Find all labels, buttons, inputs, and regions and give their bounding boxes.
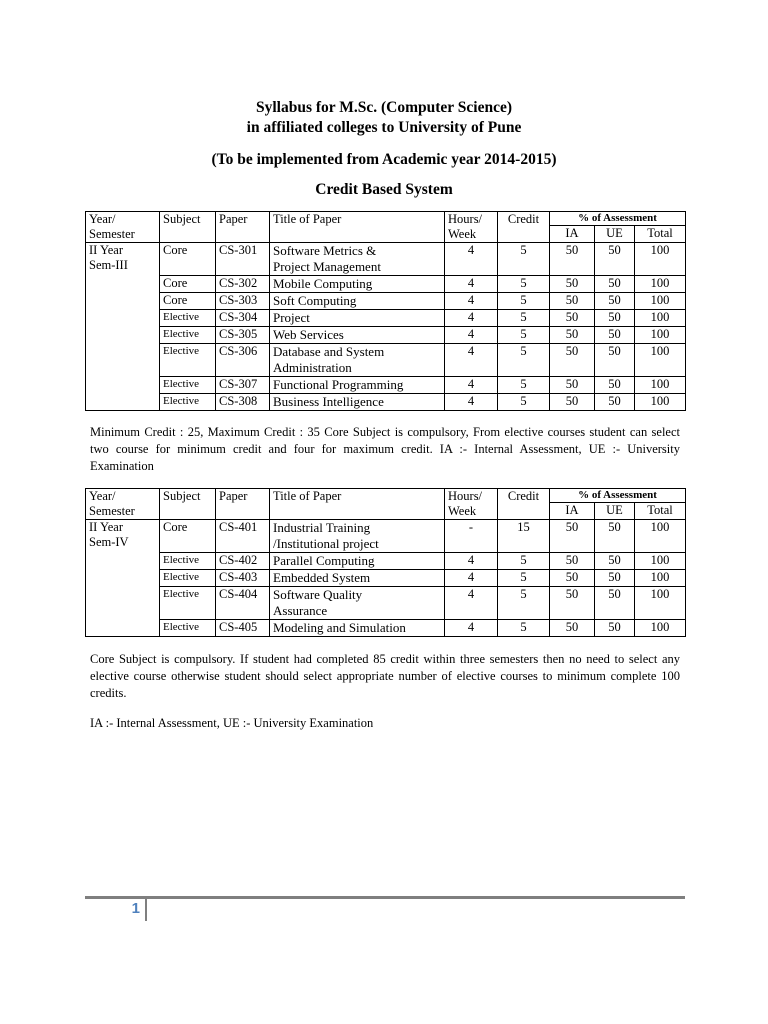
title-cell: Embedded System xyxy=(270,570,445,587)
col-title: Title of Paper xyxy=(270,489,445,520)
col-total: Total xyxy=(635,503,686,520)
abbreviation-note: IA :- Internal Assessment, UE :- University Examination xyxy=(90,716,374,730)
col-paper: Paper xyxy=(216,489,270,520)
table-row xyxy=(86,276,686,293)
total-cell: 100 xyxy=(635,327,686,344)
hours-cell: - xyxy=(445,520,498,553)
year-semester-cell: II Year Sem-IV xyxy=(86,520,160,637)
credit-cell: 5 xyxy=(498,394,550,411)
hours-cell: 4 xyxy=(445,243,498,276)
credit-cell: 5 xyxy=(498,620,550,637)
ue-cell: 50 xyxy=(595,310,635,327)
subject-cell: Elective xyxy=(160,344,216,377)
paper-cell: CS-405 xyxy=(216,620,270,637)
credit-cell: 5 xyxy=(498,327,550,344)
ue-cell: 50 xyxy=(595,327,635,344)
table-row xyxy=(86,310,686,327)
total-cell: 100 xyxy=(635,310,686,327)
subject-cell: Elective xyxy=(160,394,216,411)
paper-cell: CS-305 xyxy=(216,327,270,344)
total-cell: 100 xyxy=(635,587,686,620)
ia-cell: 50 xyxy=(550,587,595,620)
total-cell: 100 xyxy=(635,344,686,377)
ia-cell: 50 xyxy=(550,520,595,553)
ia-cell: 50 xyxy=(550,310,595,327)
total-cell: 100 xyxy=(635,276,686,293)
subject-cell: Elective xyxy=(160,327,216,344)
title-cell: Project xyxy=(270,310,445,327)
footer-divider xyxy=(145,899,147,921)
ue-cell: 50 xyxy=(595,570,635,587)
col-assessment: % of Assessment xyxy=(550,489,686,503)
title-cell: Industrial Training /Institutional project xyxy=(270,520,445,553)
hours-cell: 4 xyxy=(445,276,498,293)
hours-cell: 4 xyxy=(445,327,498,344)
credit-cell: 5 xyxy=(498,553,550,570)
table-row xyxy=(86,293,686,310)
ue-cell: 50 xyxy=(595,243,635,276)
col-ia: IA xyxy=(550,226,595,243)
ue-cell: 50 xyxy=(595,344,635,377)
table-row xyxy=(86,553,686,570)
title-cell: Functional Programming xyxy=(270,377,445,394)
hours-cell: 4 xyxy=(445,310,498,327)
ue-cell: 50 xyxy=(595,587,635,620)
title-cell: Modeling and Simulation xyxy=(270,620,445,637)
page-number: 1 xyxy=(131,900,140,917)
col-assessment: % of Assessment xyxy=(550,212,686,226)
credit-note-2: Core Subject is compulsory. If student had completed 85 credit within three semesters then no need to select any elective course otherwise student should select appropriate number of elective courses to minimum complete 100 credits. xyxy=(90,652,680,700)
credit-cell: 5 xyxy=(498,377,550,394)
title-cell: Web Services xyxy=(270,327,445,344)
subject-cell: Elective xyxy=(160,620,216,637)
ia-cell: 50 xyxy=(550,620,595,637)
table-header-row xyxy=(86,212,686,226)
table-row xyxy=(86,587,686,620)
ia-cell: 50 xyxy=(550,377,595,394)
total-cell: 100 xyxy=(635,293,686,310)
subject-cell: Core xyxy=(160,276,216,293)
hours-cell: 4 xyxy=(445,394,498,411)
col-subject: Subject xyxy=(160,212,216,243)
hours-cell: 4 xyxy=(445,293,498,310)
credit-cell: 5 xyxy=(498,293,550,310)
footer-rule xyxy=(85,896,685,899)
col-year-semester: Year/ Semester xyxy=(86,489,160,520)
total-cell: 100 xyxy=(635,570,686,587)
col-paper: Paper xyxy=(216,212,270,243)
ia-cell: 50 xyxy=(550,570,595,587)
title-cell: Mobile Computing xyxy=(270,276,445,293)
title-cell: Business Intelligence xyxy=(270,394,445,411)
year-semester-cell: II Year Sem-III xyxy=(86,243,160,411)
credit-cell: 5 xyxy=(498,570,550,587)
hours-cell: 4 xyxy=(445,377,498,394)
col-ia: IA xyxy=(550,503,595,520)
ue-cell: 50 xyxy=(595,293,635,310)
total-cell: 100 xyxy=(635,377,686,394)
ue-cell: 50 xyxy=(595,377,635,394)
col-ue: UE xyxy=(595,503,635,520)
subject-cell: Core xyxy=(160,520,216,553)
ia-cell: 50 xyxy=(550,243,595,276)
title-cell: Parallel Computing xyxy=(270,553,445,570)
total-cell: 100 xyxy=(635,243,686,276)
subject-cell: Elective xyxy=(160,587,216,620)
paper-cell: CS-403 xyxy=(216,570,270,587)
title-line-1: Syllabus for M.Sc. (Computer Science) xyxy=(255,99,513,116)
hours-cell: 4 xyxy=(445,553,498,570)
title-cell: Soft Computing xyxy=(270,293,445,310)
title-line-2: in affiliated colleges to University of Pune xyxy=(246,119,522,136)
credit-cell: 5 xyxy=(498,243,550,276)
ia-cell: 50 xyxy=(550,293,595,310)
subject-cell: Elective xyxy=(160,570,216,587)
table-row xyxy=(86,520,686,553)
ue-cell: 50 xyxy=(595,276,635,293)
table-row xyxy=(86,377,686,394)
hours-cell: 4 xyxy=(445,570,498,587)
col-hours: Hours/ Week xyxy=(445,212,498,243)
ia-cell: 50 xyxy=(550,394,595,411)
ia-cell: 50 xyxy=(550,553,595,570)
title-cell: Database and System Administration xyxy=(270,344,445,377)
ue-cell: 50 xyxy=(595,520,635,553)
total-cell: 100 xyxy=(635,520,686,553)
subject-cell: Core xyxy=(160,243,216,276)
table-row xyxy=(86,327,686,344)
ia-cell: 50 xyxy=(550,327,595,344)
credit-cell: 5 xyxy=(498,587,550,620)
col-credit: Credit xyxy=(498,489,550,520)
table-row xyxy=(86,243,686,276)
syllabus-table-sem-3 xyxy=(85,211,686,411)
table-row xyxy=(86,344,686,377)
total-cell: 100 xyxy=(635,553,686,570)
ue-cell: 50 xyxy=(595,620,635,637)
col-total: Total xyxy=(635,226,686,243)
total-cell: 100 xyxy=(635,394,686,411)
paper-cell: CS-302 xyxy=(216,276,270,293)
col-title: Title of Paper xyxy=(270,212,445,243)
hours-cell: 4 xyxy=(445,587,498,620)
title-line-4: Credit Based System xyxy=(315,181,453,198)
title-cell: Software Metrics & Project Management xyxy=(270,243,445,276)
credit-cell: 5 xyxy=(498,310,550,327)
col-hours: Hours/ Week xyxy=(445,489,498,520)
col-credit: Credit xyxy=(498,212,550,243)
paper-cell: CS-401 xyxy=(216,520,270,553)
paper-cell: CS-308 xyxy=(216,394,270,411)
table-row xyxy=(86,620,686,637)
paper-cell: CS-304 xyxy=(216,310,270,327)
credit-cell: 5 xyxy=(498,276,550,293)
credit-cell: 5 xyxy=(498,344,550,377)
credit-note-1: Minimum Credit : 25, Maximum Credit : 35 Core Subject is compulsory, From elective courses student can select two course for minimum credit and four for maximum credit. IA :- Internal Assessment, UE :- University Examination xyxy=(90,425,680,473)
subject-cell: Elective xyxy=(160,553,216,570)
subject-cell: Core xyxy=(160,293,216,310)
syllabus-table-sem-4 xyxy=(85,488,686,637)
table-row xyxy=(86,570,686,587)
hours-cell: 4 xyxy=(445,344,498,377)
ue-cell: 50 xyxy=(595,394,635,411)
ia-cell: 50 xyxy=(550,344,595,377)
subject-cell: Elective xyxy=(160,310,216,327)
table-header-row xyxy=(86,489,686,503)
paper-cell: CS-306 xyxy=(216,344,270,377)
ue-cell: 50 xyxy=(595,553,635,570)
paper-cell: CS-307 xyxy=(216,377,270,394)
col-ue: UE xyxy=(595,226,635,243)
col-subject: Subject xyxy=(160,489,216,520)
subject-cell: Elective xyxy=(160,377,216,394)
hours-cell: 4 xyxy=(445,620,498,637)
col-year-semester: Year/ Semester xyxy=(86,212,160,243)
table-row xyxy=(86,394,686,411)
paper-cell: CS-404 xyxy=(216,587,270,620)
ia-cell: 50 xyxy=(550,276,595,293)
title-cell: Software Quality Assurance xyxy=(270,587,445,620)
total-cell: 100 xyxy=(635,620,686,637)
paper-cell: CS-301 xyxy=(216,243,270,276)
title-line-3: (To be implemented from Academic year 2014-2015) xyxy=(211,151,557,168)
paper-cell: CS-303 xyxy=(216,293,270,310)
credit-cell: 15 xyxy=(498,520,550,553)
paper-cell: CS-402 xyxy=(216,553,270,570)
